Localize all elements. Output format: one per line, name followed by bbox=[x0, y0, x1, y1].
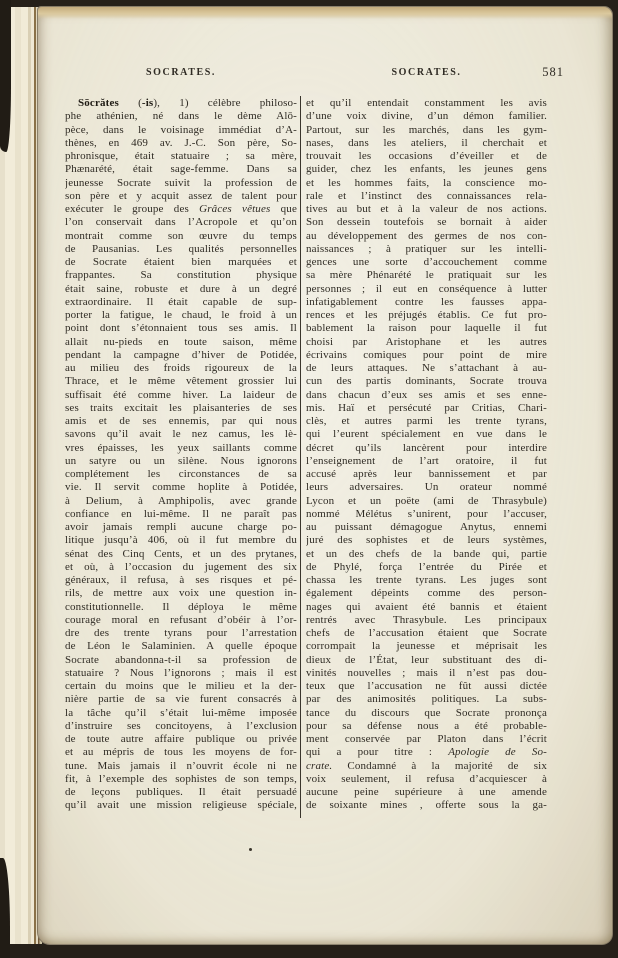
text-line: jeunesse Socrate suivit la profession de bbox=[65, 176, 297, 189]
text-line: porter la fatigue, le chaud, le froid à un bbox=[65, 309, 297, 321]
text-line: Partout, sur les marchés, dans les gym- bbox=[306, 123, 547, 136]
text-line: pour sa défense nous a été probable- bbox=[306, 719, 547, 732]
text-line: pèce, dans le voisinage immédiat d’A- bbox=[65, 123, 297, 136]
text-line: frappantes. Sa constitution physique bbox=[65, 269, 297, 282]
text-line: certain du moins que le milieu et la der- bbox=[65, 680, 297, 692]
text-line: décret qu’ils lancèrent pour interdire bbox=[306, 441, 547, 454]
text-line: choisi par Aristophane et les autres bbox=[306, 335, 547, 348]
text-line: nases, dans les ateliers, il cherchait et bbox=[306, 136, 547, 149]
text-line: de Socrate étaient bien marquées et bbox=[65, 256, 297, 268]
text-line: Socrate abandonna-t-il sa profession de bbox=[65, 653, 297, 666]
text-line: confiance en lui-même. Il ne paraît pas bbox=[65, 507, 297, 520]
text-line: personnes ; il eut en conséquence à lutter bbox=[306, 282, 547, 295]
text-segment: -is bbox=[141, 97, 154, 109]
text-line: suffisait été comme hiver. La laideur de bbox=[65, 388, 297, 401]
text-line: rils, de mettre aux voix une question in- bbox=[65, 587, 297, 600]
text-line: rentrés avec Thrasybule. Les principaux bbox=[306, 613, 547, 626]
text-line: au développement des germes de nos con- bbox=[306, 229, 547, 242]
text-line: phe athénien, né dans le dème Alō- bbox=[65, 110, 297, 123]
text-line: leurs adversaires. Un orateur nommé bbox=[306, 481, 547, 494]
text-line: à Delium, à Amphipolis, avec grande bbox=[65, 494, 297, 507]
text-line: rences et les préjugés établis. Ce fut pro- bbox=[306, 309, 547, 321]
text-line: pendant la campagne d’hiver de Potidée, bbox=[65, 348, 297, 361]
text-line: de leurs attaques. Ne s’attachant à au- bbox=[306, 362, 547, 374]
text-line: nages qui avaient été bannis et étaient bbox=[306, 600, 547, 613]
text-line: chefs de l’accusation étaient que Socrate bbox=[306, 627, 547, 639]
text-segment: Sōcrătes bbox=[78, 97, 119, 109]
text-line: juré des sophistes et de leurs systèmes, bbox=[306, 534, 547, 547]
left-column bbox=[65, 97, 297, 813]
scan-background-corner-top-left bbox=[0, 0, 11, 152]
text-line: vres épaisses, les yeux saillants comme bbox=[65, 441, 297, 454]
text-line: bablement la raison pour laquelle il fut bbox=[306, 322, 547, 335]
text-line: complétement les circonstances de sa bbox=[65, 468, 297, 480]
text-line: et les hommes faits, la conscience mo- bbox=[306, 176, 547, 189]
text-line: amis et de ses ennemis, par qui nous bbox=[65, 415, 297, 427]
text-line: tance du discours que Socrate prononça bbox=[306, 706, 547, 719]
text-line: l’on conservait dans l’Acropole et qu’on bbox=[65, 216, 297, 229]
column-divider-rule bbox=[300, 96, 301, 818]
text-line: allait nu-pieds en toute saison, même bbox=[65, 335, 297, 348]
text-line: était saine, robuste et dure à un degré bbox=[65, 282, 297, 295]
text-line: point dont s’étonnaient tous ses amis. Il bbox=[65, 322, 297, 335]
text-segment: ( bbox=[118, 97, 142, 109]
text-line: montrait comme son œuvre du temps bbox=[65, 229, 297, 242]
running-head-row bbox=[65, 67, 574, 83]
ink-speck bbox=[249, 848, 252, 851]
page-top-edge bbox=[38, 7, 612, 19]
text-line: son père et y acquit assez de talent pour bbox=[65, 189, 297, 202]
text-line: fit, à l’exemple des sophistes de son temps, bbox=[65, 772, 297, 785]
text-segment: Apologie de So- bbox=[448, 746, 547, 759]
text-line: de Phylé, força l’entrée du Pirée et bbox=[306, 560, 547, 573]
text-line: dieux de l’État, leur substituant des di- bbox=[306, 653, 547, 666]
text-line bbox=[306, 760, 547, 773]
text-line: extraordinaire. Il était capable de sup- bbox=[65, 295, 297, 308]
text-line: également dépeints comme des person- bbox=[306, 587, 547, 600]
text-line: phronisque, était statuaire ; sa mère, bbox=[65, 150, 297, 162]
right-column bbox=[306, 97, 547, 813]
text-line bbox=[306, 746, 547, 759]
text-line: rale et l’instinct des connaissances rela- bbox=[306, 189, 547, 202]
text-line: Thrace, et le même vêtement grossier lui bbox=[65, 375, 297, 388]
text-line: et un des chefs de la bande qui, partie bbox=[306, 547, 547, 560]
text-line: voix seulement, il refusa d’acquiescer à bbox=[306, 772, 547, 785]
text-line: avoir jamais rempli aucune charge po- bbox=[65, 521, 297, 533]
text-line: constitutionnelle. Il déploya le même bbox=[65, 600, 297, 613]
text-line bbox=[65, 97, 297, 110]
text-line: nommé Mélétus s’unirent, pour l’accuser, bbox=[306, 507, 547, 520]
scan-background-bottom bbox=[0, 944, 618, 958]
text-line: de toute autre affaire publique ou privée bbox=[65, 733, 297, 745]
book-page bbox=[37, 6, 613, 945]
text-segment: crate. bbox=[306, 759, 333, 772]
text-line: savons qu’il avait le nez camus, les lè- bbox=[65, 428, 297, 441]
text-line: au milieu des froids rigoureux de la bbox=[65, 362, 297, 374]
text-line: de soixante mines , offerte sous la ga- bbox=[306, 799, 547, 812]
text-line: sa mère Phénarété le pratiquait sur les bbox=[306, 269, 547, 282]
text-line: qu’il avait une mission religieuse spéciale, bbox=[65, 799, 297, 812]
running-head-right: SOCRATES. bbox=[391, 67, 462, 78]
text-line: tives au but et à la valeur de nos actions. bbox=[306, 203, 547, 215]
text-line: statuaire ? Nous l’ignorons ; mais il est bbox=[65, 666, 297, 679]
text-line: ses traits excitait les plaisanteries de ses bbox=[65, 401, 297, 414]
text-line: d’instruire ses concitoyens, à l’exclusion bbox=[65, 719, 297, 732]
text-line: clès, et autres parmi les trente tyrans, bbox=[306, 415, 547, 427]
text-line bbox=[65, 203, 297, 216]
text-line: ment conservée par Platon dans l’écrit bbox=[306, 733, 547, 745]
text-line: tune. Mais jamais il n’ouvrit école ni ne bbox=[65, 759, 297, 772]
text-line: mis. Haï et persécuté par Critias, Chari- bbox=[306, 401, 547, 414]
text-line: et au mépris de tous les moyens de for- bbox=[65, 746, 297, 759]
text-area bbox=[65, 97, 574, 819]
text-line: vie. Il servit comme hoplite à Potidée, bbox=[65, 481, 297, 494]
running-head-left: SOCRATES. bbox=[145, 67, 217, 78]
text-segment: Grâces vêtues bbox=[199, 203, 271, 215]
text-line: qui l’eurent spécialement en vue dans le bbox=[306, 428, 547, 441]
text-line: litique jusqu’à 406, où il fut membre du bbox=[65, 534, 297, 547]
text-line: cun des partis dominants, Socrate trouva bbox=[306, 375, 547, 388]
text-line: la tâche qu’il s’était lui-même imposée bbox=[65, 706, 297, 719]
text-segment: ), 1) célèbre philoso- bbox=[153, 97, 297, 109]
text-line: par des animosités politiques. La subs- bbox=[306, 693, 547, 706]
text-segment: exécuter le groupe des bbox=[65, 203, 200, 215]
text-line: écrivains comiques pour point de mire bbox=[306, 348, 547, 361]
text-line: sénat des Cinq Cents, et un des prytanes, bbox=[65, 547, 297, 560]
text-line: teux que l’accusation ne fût aussi dictée bbox=[306, 680, 547, 692]
text-line: l’enseignement de l’art oratoire, il fut bbox=[306, 454, 547, 467]
text-line: de Léon le Salaminien. A quelle époque bbox=[65, 640, 297, 653]
text-line: vinités nouvelles ; mais il n’est pas dou- bbox=[306, 666, 547, 679]
text-line: infatigablement contre les fausses appa- bbox=[306, 295, 547, 308]
text-line: courage moral en refusant d’obéir à l’or- bbox=[65, 613, 297, 626]
text-line: guider, chez les enfants, les jeunes gens bbox=[306, 163, 547, 176]
text-line: Son dessein toutefois se bornait à aider bbox=[306, 216, 547, 229]
text-line: et qu’il entendait constamment les avis bbox=[306, 97, 547, 109]
text-line: au puissant démagogue Anytus, ennemi bbox=[306, 521, 547, 533]
text-line: nière partie de sa vie furent consacrés à bbox=[65, 693, 297, 706]
text-segment: qui a pour titre : bbox=[306, 746, 449, 759]
text-line: dans chacun d’eux ses amis et ses enne- bbox=[306, 388, 547, 401]
text-line: naissances ; à pratiquer sur les intelli- bbox=[306, 242, 547, 255]
page-number: 581 bbox=[542, 65, 564, 79]
text-segment: que bbox=[270, 203, 297, 215]
text-line: thènes, en 469 av. J.-C. Son père, So- bbox=[65, 136, 297, 149]
text-line: corrompait la jeunesse et méprisait les bbox=[306, 640, 547, 653]
text-line: de Pausanias. Les qualités personnelles bbox=[65, 242, 297, 255]
text-line: accusé après leur bannissement et par bbox=[306, 468, 547, 480]
text-line: Lycon et un poëte (ami de Thrasybule) bbox=[306, 494, 547, 507]
text-segment: Condamné à la majorité de six bbox=[332, 759, 547, 772]
text-line: et où, à l’occasion du jugement des six bbox=[65, 560, 297, 573]
text-line: un satyre ou un silène. Nous ignorons bbox=[65, 454, 297, 467]
text-line: chassa les trente tyrans. Les juges sont bbox=[306, 574, 547, 586]
text-line: gences une sorte d’accouchement comme bbox=[306, 256, 547, 268]
text-line: aucune peine supérieure à une amende bbox=[306, 786, 547, 798]
text-line: Phænarété, était sage-femme. Dans sa bbox=[65, 163, 297, 176]
text-line: trouvait les occasions d’éveiller et de bbox=[306, 150, 547, 162]
text-line: d’une voix divine, d’un démon familier. bbox=[306, 110, 547, 123]
text-line: dre des trente tyrans pour l’arrestation bbox=[65, 627, 297, 639]
text-line: de leçons publiques. Il était persuadé bbox=[65, 786, 297, 798]
text-line: généraux, il refusa, à ses risques et pé- bbox=[65, 574, 297, 586]
